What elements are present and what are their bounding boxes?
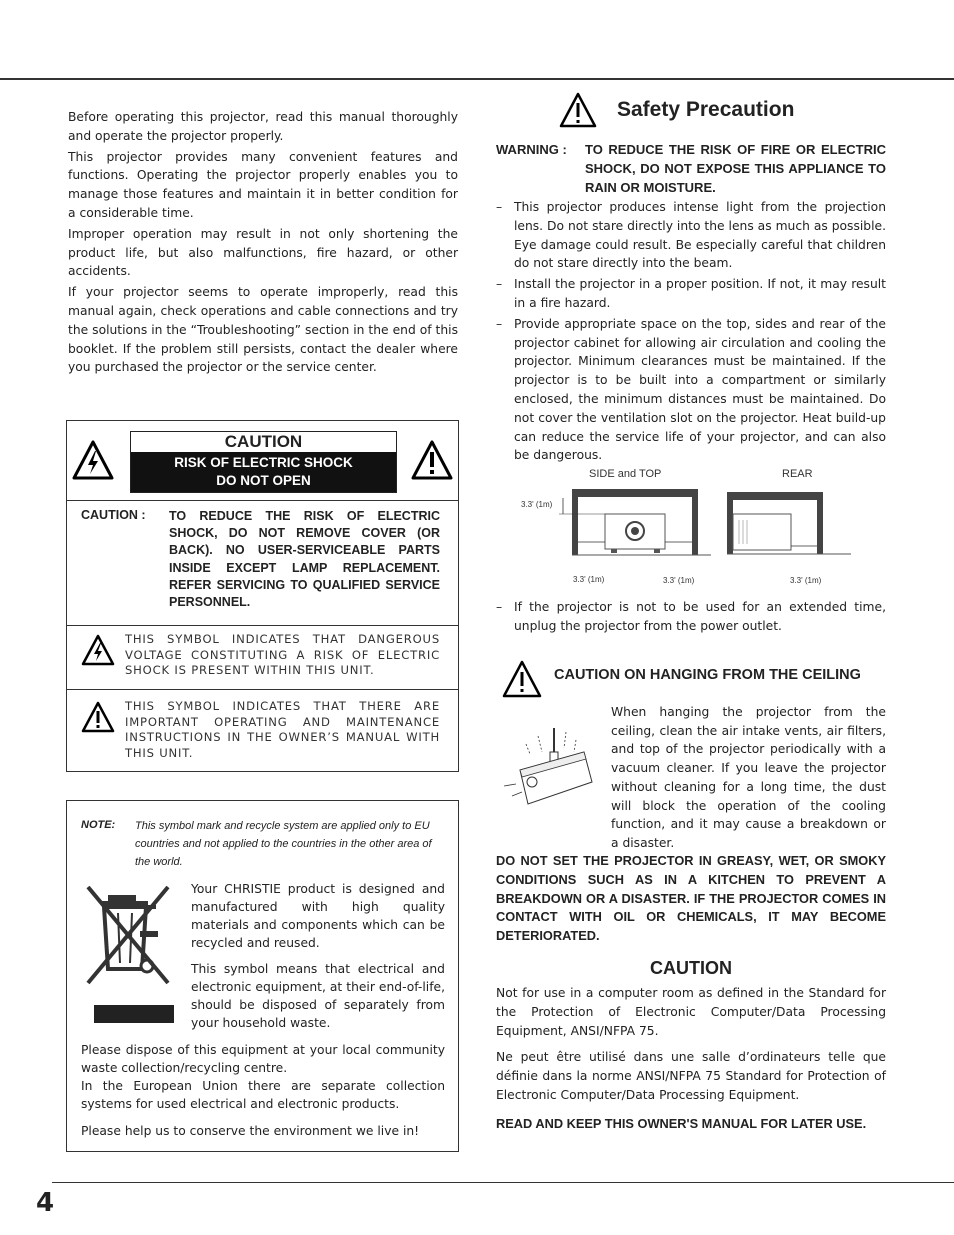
symbol2-text: THIS SYMBOL INDICATES THAT THERE ARE IMPORTANT OPERATING AND MAINTENANCE INSTRUCTIONS IN THE OWNER’S MANUAL WITH THIS UNIT.: [125, 699, 440, 760]
caution2-paragraph: READ AND KEEP THIS OWNER'S MANUAL FOR LATER USE.: [496, 1115, 867, 1131]
weee-crossed-bin-icon: [82, 883, 178, 1025]
page-title: Safety Precaution: [617, 98, 795, 121]
recycle-text: Your CHRISTIE product is designed and manufactured with high quality materials and components which can be recycled and reused.: [191, 882, 445, 950]
intro: [68, 108, 458, 377]
intro-paragraph: If your projector seems to operate improperly, read this manual again, check operations and cable connections and try the solutions in the “Troubleshooting” section in the end of this booklet. If the problem still persists, contact the dealer where you purchased the projector or the service center.: [68, 285, 458, 375]
exclamation-warning-icon: [559, 92, 597, 128]
symbol1-text: THIS SYMBOL INDICATES THAT DANGEROUS VOLTAGE CONSTITUTING A RISK OF ELECTRIC SHOCK IS PRESENT WITHIN THIS UNIT.: [125, 632, 440, 678]
list-item: [496, 198, 886, 273]
dim-label: 3.3' (1m): [521, 500, 553, 509]
banner-line: RISK OF ELECTRIC SHOCK: [174, 455, 353, 470]
lightning-warning-icon: [71, 439, 115, 481]
recycle-text: In the European Union there are separate collection systems for used electrical and electronic products.: [81, 1079, 445, 1111]
bottom-rule: [52, 1182, 954, 1183]
warning-label: WARNING :: [496, 142, 567, 157]
intro-paragraph: This projector provides many convenient features and functions. Operating the projector properly enables you to manage those features and maintain it in better condition for a considerable time.: [68, 149, 458, 220]
dash-bullet: –: [496, 277, 503, 292]
safety-list: [496, 198, 886, 465]
item-text: Provide appropriate space on the top, sides and rear of the projector cabinet for allowing air circulation and cooling the projector. Minimum clearances must be maintained. If the projector is to be built into a compartment or similarly enclosed, the minimum distances must be maintained. Do not cover the ventilation slot on the projector. Heat build-up can reduce the service life of your projector, and can also be dangerous.: [514, 316, 886, 463]
dim-label: 3.3' (1m): [573, 575, 605, 584]
recycle-text: This symbol means that electrical and electronic equipment, at their end-of-life, should be disposed of separately from your household waste.: [191, 962, 445, 1030]
item-text: Install the projector in a proper position. If not, it may result in a fire hazard.: [514, 277, 886, 310]
exclamation-warning-icon: [81, 701, 115, 733]
note-label: NOTE:: [81, 819, 116, 831]
dash-bullet: –: [496, 200, 503, 214]
diagram-label-side-top: SIDE and TOP: [589, 468, 662, 480]
recycle-paragraph: [81, 1041, 445, 1140]
dash-bullet: –: [496, 316, 503, 331]
divider: [67, 625, 458, 626]
recycle-paragraph: [191, 880, 445, 1032]
list-item: [496, 275, 886, 313]
item-text: This projector produces intense light from the projection lens. Do not stare directly into the lens as much as possible. Eye damage could result. Be especially careful that children do not stare directly into the beam.: [514, 200, 886, 271]
note-text: This symbol mark and recycle system are applied only to EU countries and not applied to the countries in the other area of the world.: [135, 820, 432, 868]
recycle-text: Please dispose of this equipment at your local community waste collection/recycling centre.: [81, 1043, 445, 1075]
list-item: [496, 315, 886, 465]
caution2-paragraph: Not for use in a computer room as defined in the Standard for the Protection of Electronic Computer/Data Processing Equipment, ANSI/NFPA 75.: [496, 986, 886, 1038]
intro-paragraph: Improper operation may result in not only shortening the product life, but also malfunctions, fire hazard, or other accidents.: [68, 226, 458, 279]
ceiling-projector-illustration: [502, 726, 602, 812]
item-text: If the projector is not to be used for an extended time, unplug the projector from the power outlet.: [514, 600, 886, 633]
banner-line: DO NOT OPEN: [216, 473, 311, 488]
caution-title-frame: [130, 431, 397, 493]
caution-banner: [131, 452, 396, 492]
exclamation-warning-icon: [502, 660, 542, 698]
ceiling-text: When hanging the projector from the ceiling, clean the air intake vents, air filters, and top of the projector periodically with a vacuum cleaner. If you leave the projector without cleaning for a long time, the dust will block the operation of the cooling function, and it may cause a breakdown or a disaster.: [611, 705, 886, 850]
dim-label: 3.3' (1m): [663, 576, 695, 585]
caution-text: TO REDUCE THE RISK OF ELECTRIC SHOCK, DO NOT REMOVE COVER (OR BACK). NO USER-SERVICEABLE PARTS INSIDE EXCEPT LAMP REPLACEMENT. REFER SERVICING TO QUALIFIED SERVICE PERSONNEL.: [169, 509, 440, 610]
lightning-warning-icon: [81, 634, 115, 666]
exclamation-warning-icon: [410, 439, 454, 481]
diagram-label-rear: REAR: [782, 468, 813, 480]
recycle-text: Please help us to conserve the environment we live in!: [81, 1124, 420, 1138]
caution2-paragraph: Ne peut être utilisé dans une salle d’ordinateurs telle que définie dans la norme ANSI/NFPA 75 Standard for Protection of Electronic Computer/Data Processing Equipment.: [496, 1050, 886, 1102]
greasy-warning: DO NOT SET THE PROJECTOR IN GREASY, WET, OR SMOKY CONDITIONS SUCH AS IN A KITCHEN TO PREVENT A BREAKDOWN OR A DISASTER. IF THE PROJECTOR COMES IN CONTACT WITH OIL OR CHEMICALS, IT MAY BECOME DETERIORATED.: [496, 853, 886, 944]
warning-text: TO REDUCE THE RISK OF FIRE OR ELECTRIC SHOCK, DO NOT EXPOSE THIS APPLIANCE TO RAIN OR MOISTURE.: [585, 142, 886, 195]
divider: [67, 689, 458, 690]
ceiling-title: CAUTION ON HANGING FROM THE CEILING: [554, 667, 861, 683]
caution2-title: CAUTION: [650, 958, 732, 978]
intro-paragraph: Before operating this projector, read this manual thoroughly and operate the projector properly.: [68, 110, 458, 143]
list-item: [496, 598, 886, 636]
recycle-box: [66, 800, 459, 1152]
page-number: 4: [36, 1188, 55, 1218]
dash-bullet: –: [496, 600, 503, 614]
caution-box: [66, 420, 459, 772]
dim-label: 3.3' (1m): [790, 576, 822, 585]
top-rule: [0, 78, 954, 80]
caution-label: CAUTION :: [81, 508, 146, 522]
caution-header: [67, 421, 458, 501]
safety-list-end: [496, 598, 886, 636]
clearance-diagram: [515, 486, 855, 590]
caution2-body: [496, 984, 886, 1134]
caution-title: CAUTION: [224, 432, 303, 451]
